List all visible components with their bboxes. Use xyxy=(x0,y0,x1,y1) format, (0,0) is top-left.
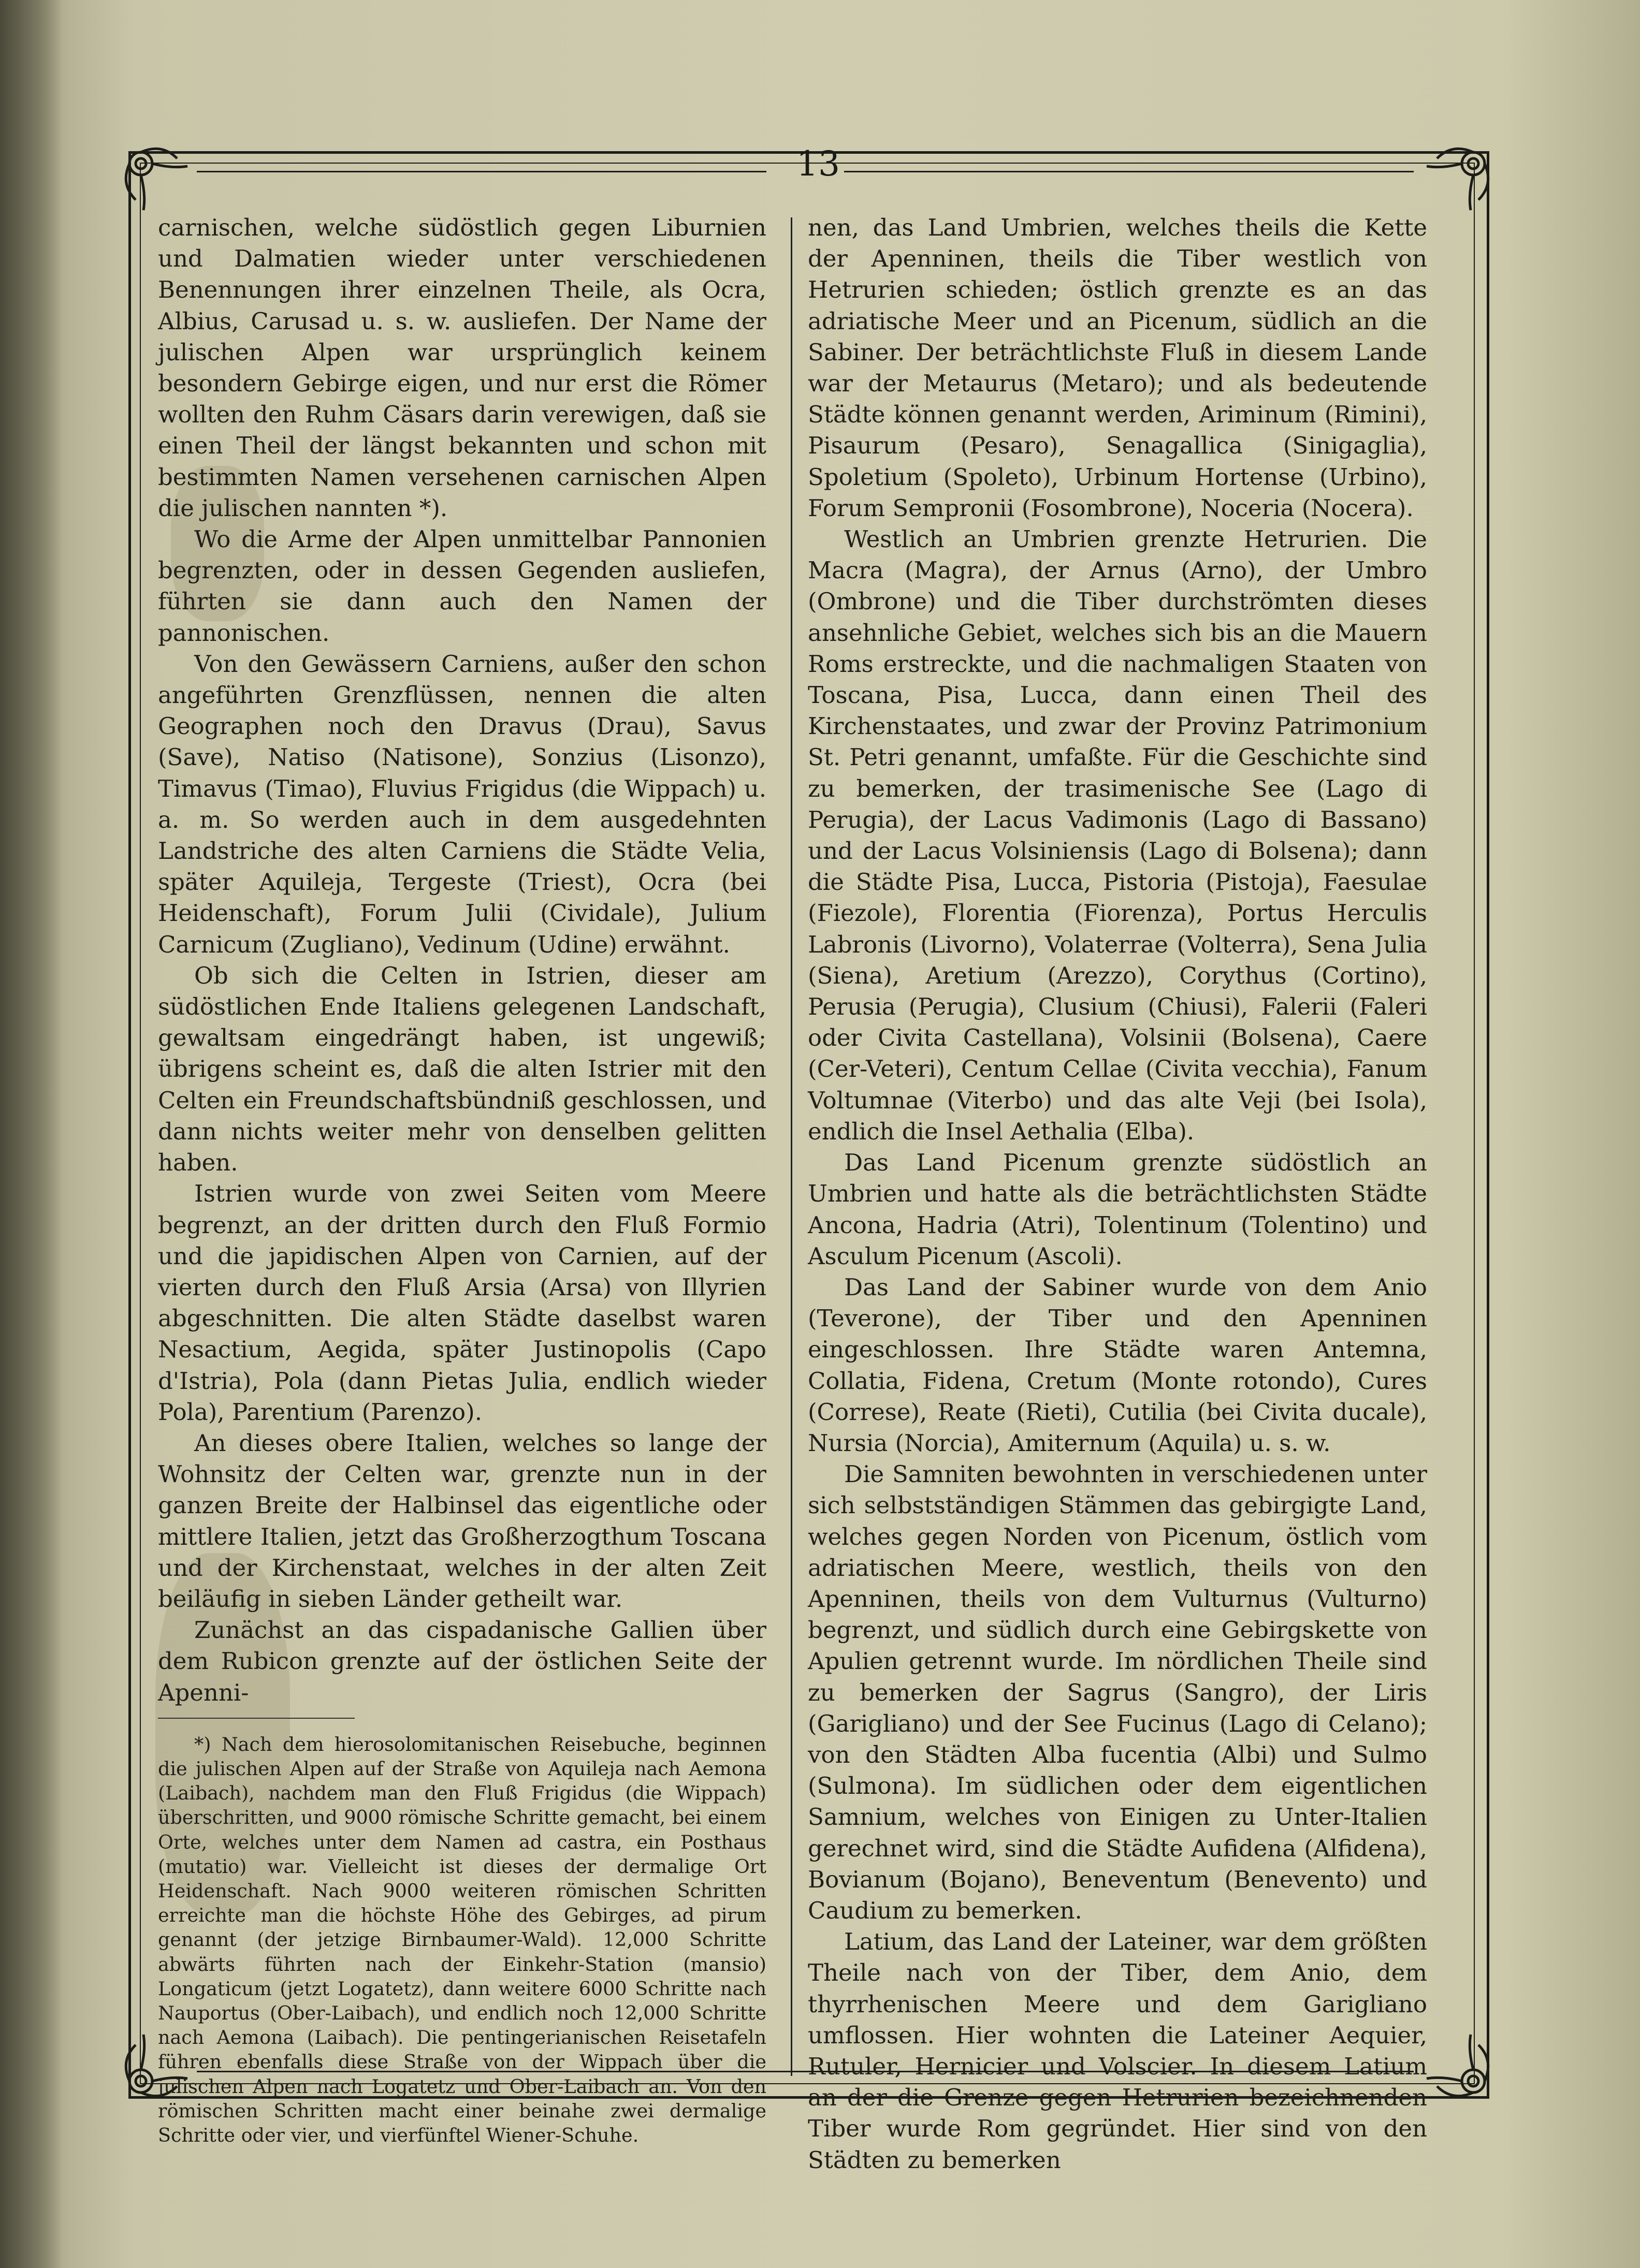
footer-rule xyxy=(197,2071,1414,2072)
paragraph: Das Land der Sabiner wurde von dem Anio (Teverone), der Tiber und den Apenninen eingeschlossen. Ihre Städte waren Antemna, Collatia, Fidena, Cretum (Monte rotondo), Cures (Correse), Reate (Rieti), Cutilia (bei Civita ducale), Nursia (Norcia), Amiternum (Aquila) u. s. w. xyxy=(808,1273,1427,1457)
footnote-rule xyxy=(158,1718,355,1719)
corner-ornament-icon xyxy=(115,138,193,215)
corner-ornament-icon xyxy=(1421,2029,1499,2107)
paragraph: Westlich an Umbrien grenzte Hetrurien. Die Macra (Magra), der Arnus (Arno), der Umbro (Ombrone) und die Tiber durchströmten dieses ansehnliche Gebiet, welches sich bis an die Mauern Roms erstreckte, und die nachmaligen Staaten von Toscana, Pisa, Lucca, dann einen Theil des Kirchenstaates, und zwar der Provinz Patrimonium St. Petri genannt, umfaßte. Für die Geschichte sind zu bemerken, der trasimenische See (Lago di Perugia), der Lacus Vadimonis (Lago di Bassano) und der Lacus Volsiniensis (Lago di Bolsena); dann die Städte Pisa, Lucca, Pistoria (Pistoja), Faesulae (Fiezole), Florentia (Fiorenza), Portus Herculis Labronis (Livorno), Volaterrae (Volterra), Sena Julia (Siena), Aretium (Arezzo), Corythus (Cortino), Perusia (Perugia), Clusium (Chiusi), Falerii (Faleri oder Civita Castellana), Volsinii (Bolsena), Caere (Cer-Veteri), Centum Cellae (Civita vecchia), Fanum Voltumnae (Viterbo) und das alte Veji (bei Isola), endlich die Insel Aethalia (Elba). xyxy=(808,525,1427,1145)
left-column xyxy=(158,212,766,2147)
corner-ornament-icon xyxy=(1421,138,1499,215)
paragraph: Von den Gewässern Carniens, außer den schon angeführten Grenzflüssen, nennen die alten Geographen noch den Dravus (Drau), Savus (Save), Natiso (Natisone), Sonzius (Lisonzo), Timavus (Timao), Fluvius Frigidus (die Wippach) u. a. m. So werden auch in dem ausgedehnten Landstriche des alten Carniens die Städte Velia, später Aquileja, Tergeste (Triest), Ocra (bei Heidenschaft), Forum Julii (Cividale), Julium Carnicum (Zugliano), Vedinum (Udine) erwähnt. xyxy=(158,650,766,958)
paragraph: Istrien wurde von zwei Seiten vom Meere begrenzt, an der dritten durch den Fluß Formio und die japidischen Alpen von Carnien, auf der vierten durch den Fluß Arsia (Arsa) von Illyrien abgeschnitten. Die alten Städte daselbst waren Nesactium, Aegida, später Justinopolis (Capo d'Istria), Pola (dann Pietas Julia, endlich wieder Pola), Parentium (Parenzo). xyxy=(158,1180,766,1426)
footnote: *) Nach dem hierosolomitanischen Reisebuche, beginnen die julischen Alpen auf der Straße von Aquileja nach Aemona (Laibach), nachdem man den Fluß Frigidus (die Wippach) überschritten, und 9000 römische Schritte gemacht, bei einem Orte, welches unter dem Namen ad castra, ein Posthaus (mutatio) war. Vielleicht ist dieses der dermalige Ort Heidenschaft. Nach 9000 weiteren römischen Schritten erreichte man die höchste Höhe des Gebirges, ad pirum genannt (der jetzige Birnbaumer-Wald). 12,000 Schritte abwärts führten nach der Einkehr-Station (mansio) Longaticum (jetzt Logatetz), dann weitere 6000 Schritte nach Nauportus (Ober-Laibach), und endlich noch 12,000 Schritte nach Aemona (Laibach). Die pentingerianischen Reisetafeln führen ebenfalls diese Straße von der Wippach über die julischen Alpen nach Logatetz und Ober-Laibach an. Von den römischen Schritten macht einer beinahe zwei dermalige Schritte oder vier, und vierfünftel Wiener-Schuhe. xyxy=(158,1733,766,2146)
paragraph: Latium, das Land der Lateiner, war dem größten Theile nach von der Tiber, dem Anio, dem thyrrhenischen Meere und dem Garigliano umflossen. Hier wohnten die Lateiner Aequier, Rutuler, Hernicier und Volscier. In diesem Latium an der die Grenze gegen Hetrurien bezeichnenden Tiber wurde Rom gegründet. Hier sind von den Städten zu bemerken xyxy=(808,1928,1427,2174)
paragraph: Zunächst an das cispadanische Gallien über dem Rubicon grenzte auf der östlichen Seite der Apenni- xyxy=(158,1616,766,1706)
header-rule-left xyxy=(197,171,766,172)
right-column xyxy=(808,212,1427,2176)
page-number: 13 xyxy=(796,144,840,184)
column-divider xyxy=(791,217,792,2076)
book-binding xyxy=(0,0,62,2268)
header-rule-right xyxy=(844,171,1414,172)
paragraph: Das Land Picenum grenzte südöstlich an Umbrien und hatte als die beträchtlichsten Städte Ancona, Hadria (Atri), Tolentinum (Tolentino) und Asculum Picenum (Ascoli). xyxy=(808,1149,1427,1270)
paragraph: Die Samniten bewohnten in verschiedenen unter sich selbstständigen Stämmen das gebirgigte Land, welches gegen Norden von Picenum, östlich vom adriatischen Meere, westlich, theils von den Apenninen, theils von dem Vulturnus (Vulturno) begrenzt, und südlich durch eine Gebirgskette von Apulien getrennt wurde. Im nördlichen Theile sind zu bemerken der Sagrus (Sangro), der Liris (Garigliano) und der See Fucinus (Lago di Celano); von den Städten Alba fucentia (Albi) und Sulmo (Sulmona). Im südlichen oder dem eigentlichen Samnium, welches von Einigen zu Unter-Italien gerechnet wird, sind die Städte Aufidena (Alfidena), Bovianum (Bojano), Beneventum (Benevento) und Caudium zu bemerken. xyxy=(808,1460,1427,1924)
paragraph: Ob sich die Celten in Istrien, dieser am südöstlichen Ende Italiens gelegenen Landschaft, gewaltsam eingedrängt haben, ist ungewiß; übrigens scheint es, daß die alten Istrier mit den Celten ein Freundschaftsbündniß geschlossen, und dann nichts weiter mehr von denselben gelitten haben. xyxy=(158,961,766,1177)
paragraph: Wo die Arme der Alpen unmittelbar Pannonien begrenzten, oder in dessen Gegenden ausliefen, führten sie dann auch den Namen der pannonischen. xyxy=(158,525,766,647)
paragraph: carnischen, welche südöstlich gegen Liburnien und Dalmatien wieder unter verschiedenen Benennungen ihrer einzelnen Theile, als Ocra, Albius, Carusad u. s. w. ausliefen. Der Name der julischen Alpen war ursprünglich keinem besondern Gebirge eigen, und nur erst die Römer wollten den Ruhm Cäsars darin verewigen, daß sie einen Theil der längst bekannten und schon mit bestimmten Namen versehenen carnischen Alpen die julischen nannten *). xyxy=(158,214,766,522)
paragraph: nen, das Land Umbrien, welches theils die Kette der Apenninen, theils die Tiber westlich von Hetrurien schieden; östlich grenzte es an das adriatische Meer und an Picenum, südlich an die Sabiner. Der beträchtlichste Fluß in diesem Lande war der Metaurus (Metaro); und als bedeutende Städte können genannt werden, Ariminum (Rimini), Pisaurum (Pesaro), Senagallica (Sinigaglia), Spoletium (Spoleto), Urbinum Hortense (Urbino), Forum Sempronii (Fosombrone), Noceria (Nocera). xyxy=(808,214,1427,522)
paragraph: An dieses obere Italien, welches so lange der Wohnsitz der Celten war, grenzte nun in der ganzen Breite der Halbinsel das eigentliche oder mittlere Italien, jetzt das Großherzogthum Toscana und der Kirchenstaat, welches in der alten Zeit beiläufig in sieben Länder getheilt war. xyxy=(158,1429,766,1613)
